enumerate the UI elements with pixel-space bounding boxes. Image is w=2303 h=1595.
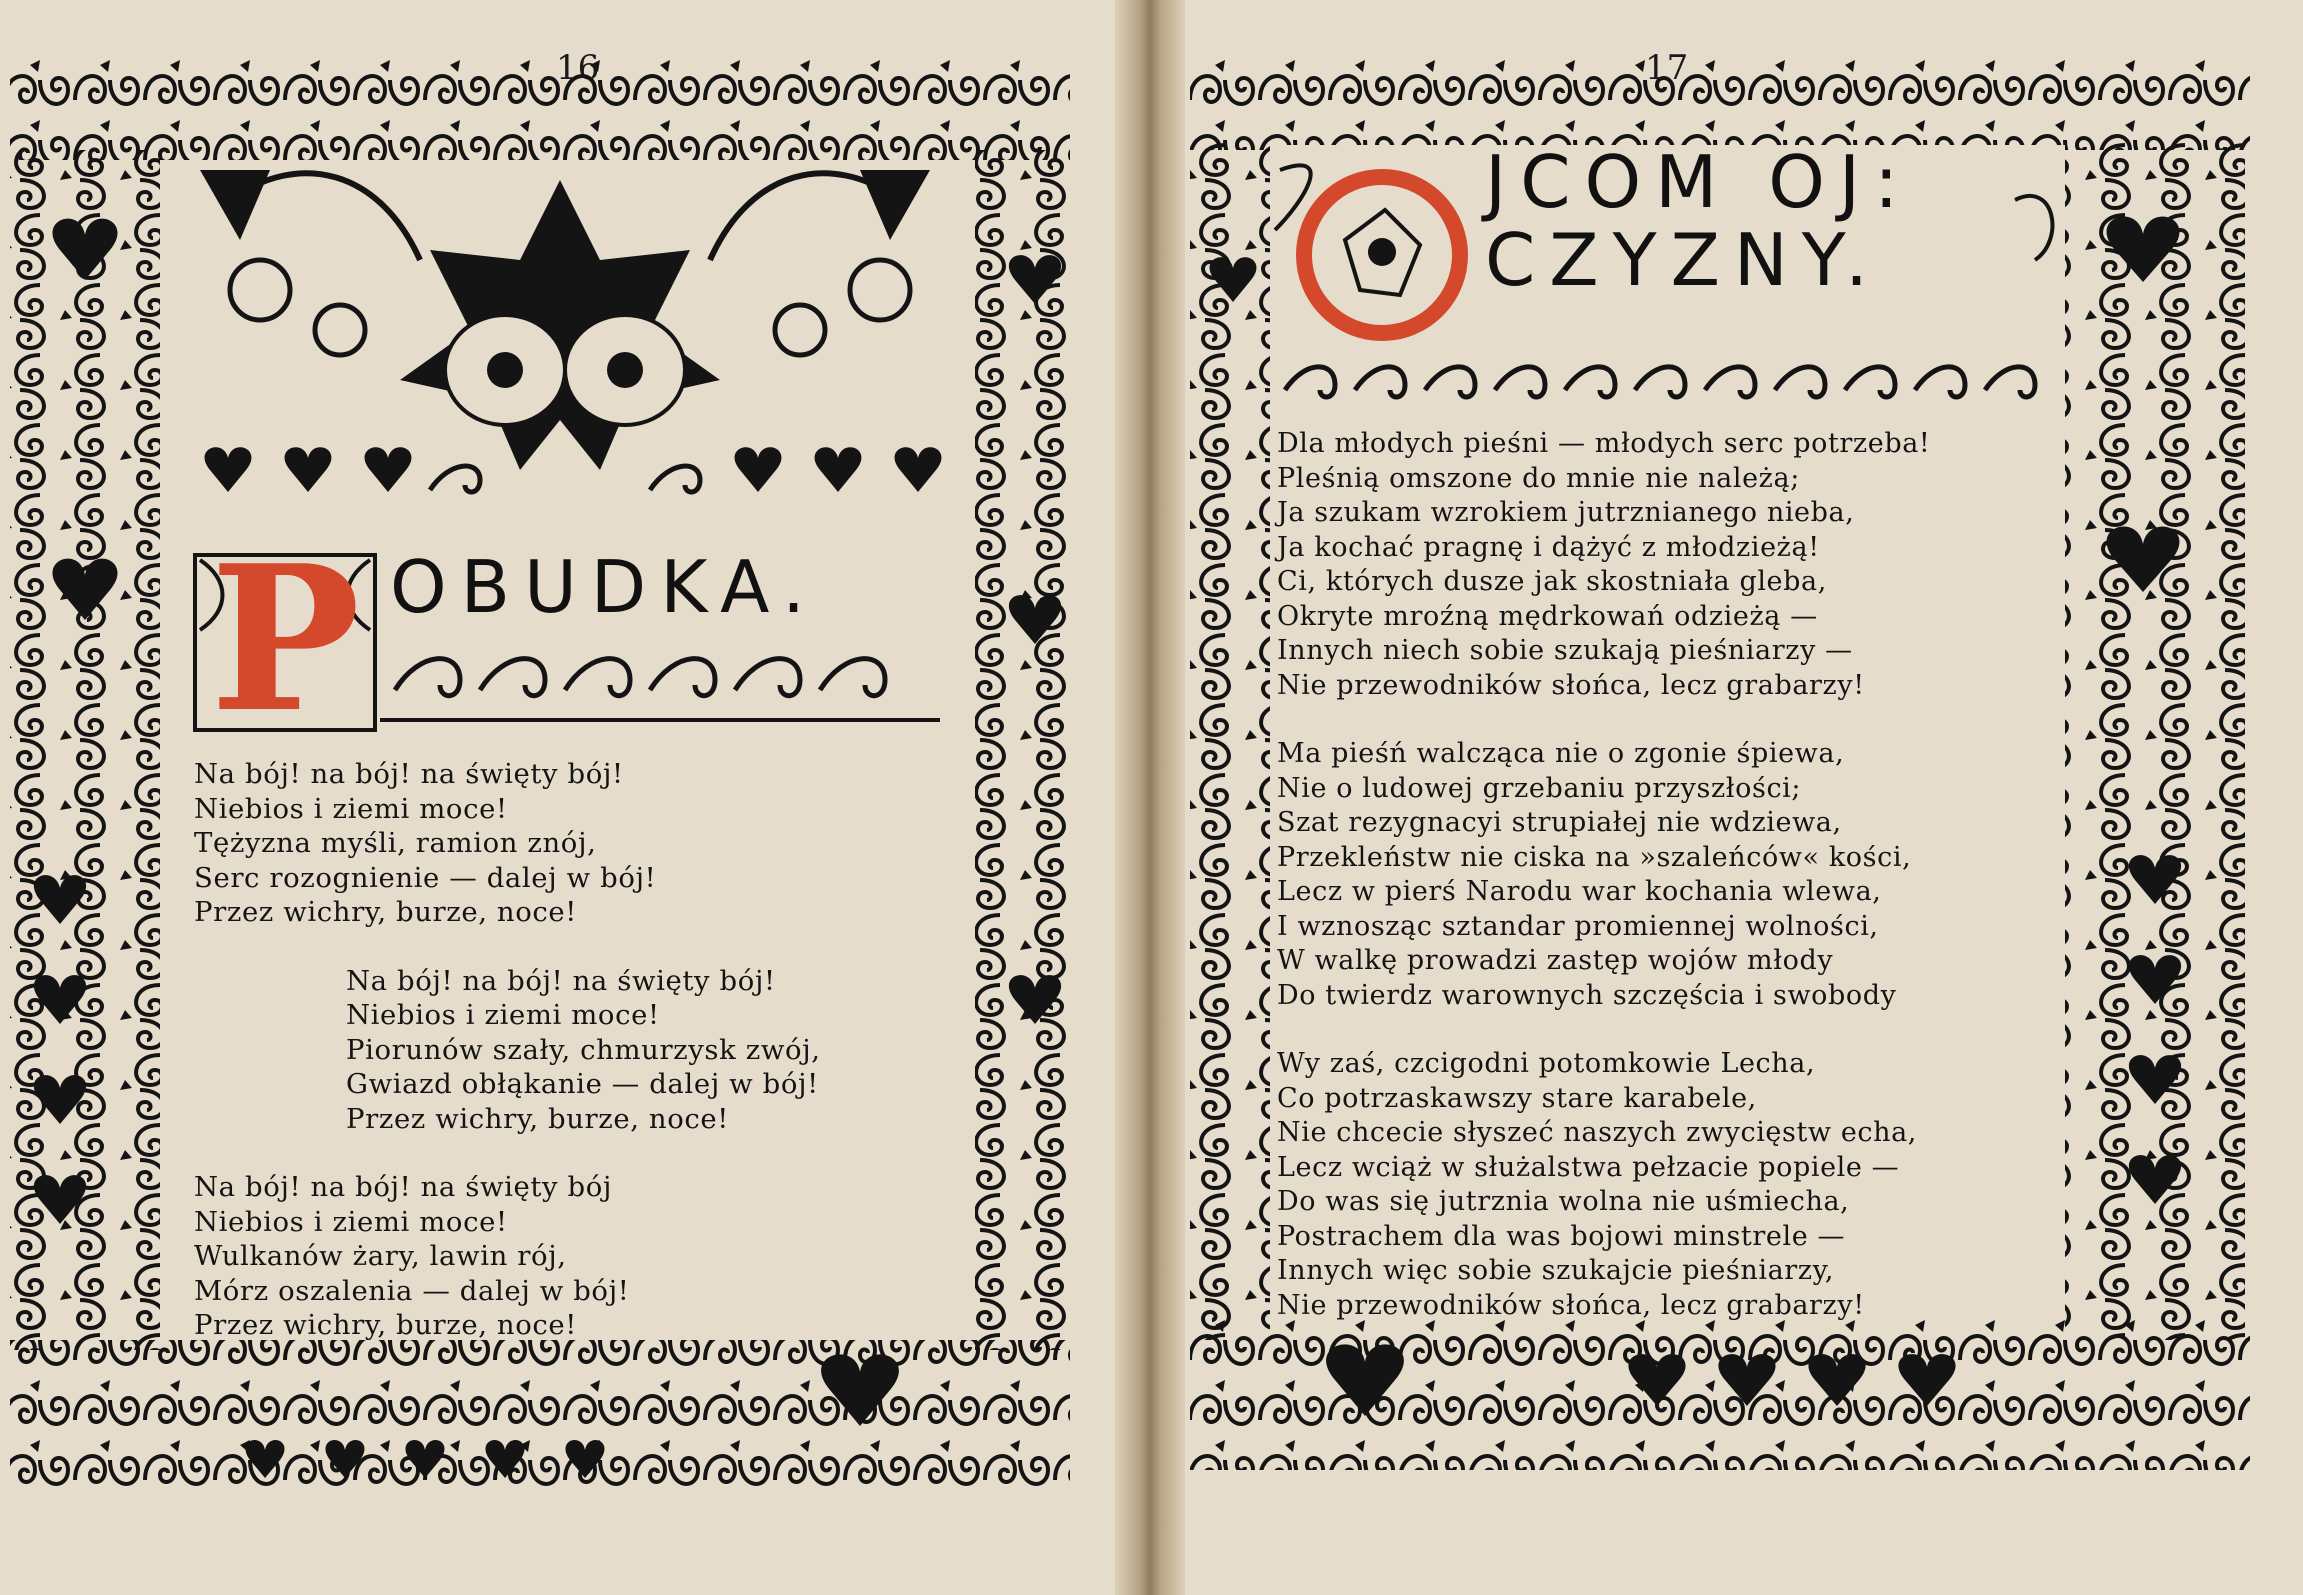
poem-line: Serc rozognienie — dalej w bój!	[194, 861, 657, 894]
poem-line: Do twierdz warownych szczęścia i swobody	[1277, 979, 1897, 1011]
poem-line: Ci, których dusze jak skostniała gleba,	[1277, 566, 1827, 597]
poem-line: Niebios i ziemi moce!	[194, 792, 508, 825]
title-initial-letter: P	[210, 522, 361, 757]
poem-line: Innych niech sobie szukają pieśniarzy —	[1277, 635, 1853, 666]
poem-line: I wznosząc sztandar promiennej wolności,	[1277, 910, 1879, 942]
poem-line: Dla młodych pieśni — młodych serc potrzeba!	[1277, 428, 1931, 459]
poem-line: Ja szukam wzrokiem jutrznianego nieba,	[1277, 497, 1855, 528]
stanza	[194, 1170, 821, 1343]
poem-body	[1277, 427, 1930, 1357]
poem-line: Przekleństw nie ciska na »szaleńców« kości,	[1277, 841, 1912, 873]
title-initial-letter	[1317, 170, 1318, 171]
stanza	[194, 964, 821, 1137]
poem-line: Na bój! na bój! na święty bój	[194, 1171, 612, 1203]
poem-line: Nie przewodników słońca, lecz grabarzy!	[1277, 1289, 1865, 1321]
stanza	[1277, 427, 1930, 703]
poem-line: Innych więc sobie szukajcie pieśniarzy,	[1277, 1255, 1835, 1286]
poem-line: Ma pieśń walcząca nie o zgonie śpiewa,	[1277, 738, 1845, 769]
poem-title-line1: JCOM OJ:	[1485, 140, 1913, 224]
poem-line: Mórz oszalenia — dalej w bój!	[194, 1274, 630, 1307]
poem-line: Nie chcecie słyszeć naszych zwycięstw echa,	[1277, 1117, 1917, 1148]
poem-line: Ja kochać pragnę i dążyć z młodzieżą!	[1277, 531, 1820, 563]
poem-line: Okryte mroźną mędrkowań odzieżą —	[1277, 600, 1818, 632]
poem-line: Przez wichry, burze, noce!	[346, 1102, 729, 1135]
poem-line: Szat rezygnacyi strupiałej nie wdziewa,	[1277, 807, 1842, 838]
poem-line: Nie przewodników słońca, lecz grabarzy!	[1277, 669, 1865, 701]
poem-line: Przez wichry, burze, noce!	[194, 896, 577, 928]
poem-line: W walkę prowadzi zastęp wojów młody	[1277, 945, 1834, 976]
poem-line: Tężyzna myśli, ramion znój,	[194, 827, 597, 859]
poem-line: Lecz wciąż w służalstwa pełzacie popiele —	[1277, 1151, 1900, 1183]
poem-line: Niebios i ziemi moce!	[194, 1205, 508, 1238]
poem-line: Lecz w pierś Narodu war kochania wlewa,	[1277, 876, 1882, 907]
poem-line: Postrachem dla was bojowi minstrele —	[1277, 1220, 1846, 1252]
poem-line: Niebios i ziemi moce!	[346, 999, 660, 1031]
poem-line: Na bój! na bój! na święty bój!	[346, 964, 776, 997]
poem-line: Piorunów szały, chmurzysk zwój,	[346, 1033, 821, 1066]
poem-line: Pleśnią omszone do mnie nie należą;	[1277, 462, 1800, 494]
poem-title: OBUDKA.	[390, 545, 820, 629]
stanza	[194, 757, 821, 930]
poem-title-line2: CZYZNY.	[1485, 218, 1883, 302]
poem-line: Przez wichry, burze, noce!	[194, 1309, 577, 1341]
left-page	[0, 0, 1115, 1595]
stanza	[1277, 737, 1930, 1013]
poem-line: Wy zaś, czcigodni potomkowie Lecha,	[1277, 1048, 1816, 1079]
poem-line: Na bój! na bój! na święty bój!	[194, 758, 624, 790]
poem-line: Gwiazd obłąkanie — dalej w bój!	[346, 1068, 819, 1100]
poem-line: Wulkanów żary, lawin rój,	[194, 1240, 567, 1272]
right-page	[1185, 0, 2303, 1595]
poem-line: Nie o ludowej grzebaniu przyszłości;	[1277, 772, 1802, 804]
poem-line: Do was się jutrznia wolna nie uśmiecha,	[1277, 1186, 1850, 1217]
stanza	[1277, 1047, 1930, 1323]
poem-line: Co potrzaskawszy stare karabele,	[1277, 1082, 1757, 1114]
poem-body	[194, 757, 821, 1377]
book-gutter	[1115, 0, 1185, 1595]
